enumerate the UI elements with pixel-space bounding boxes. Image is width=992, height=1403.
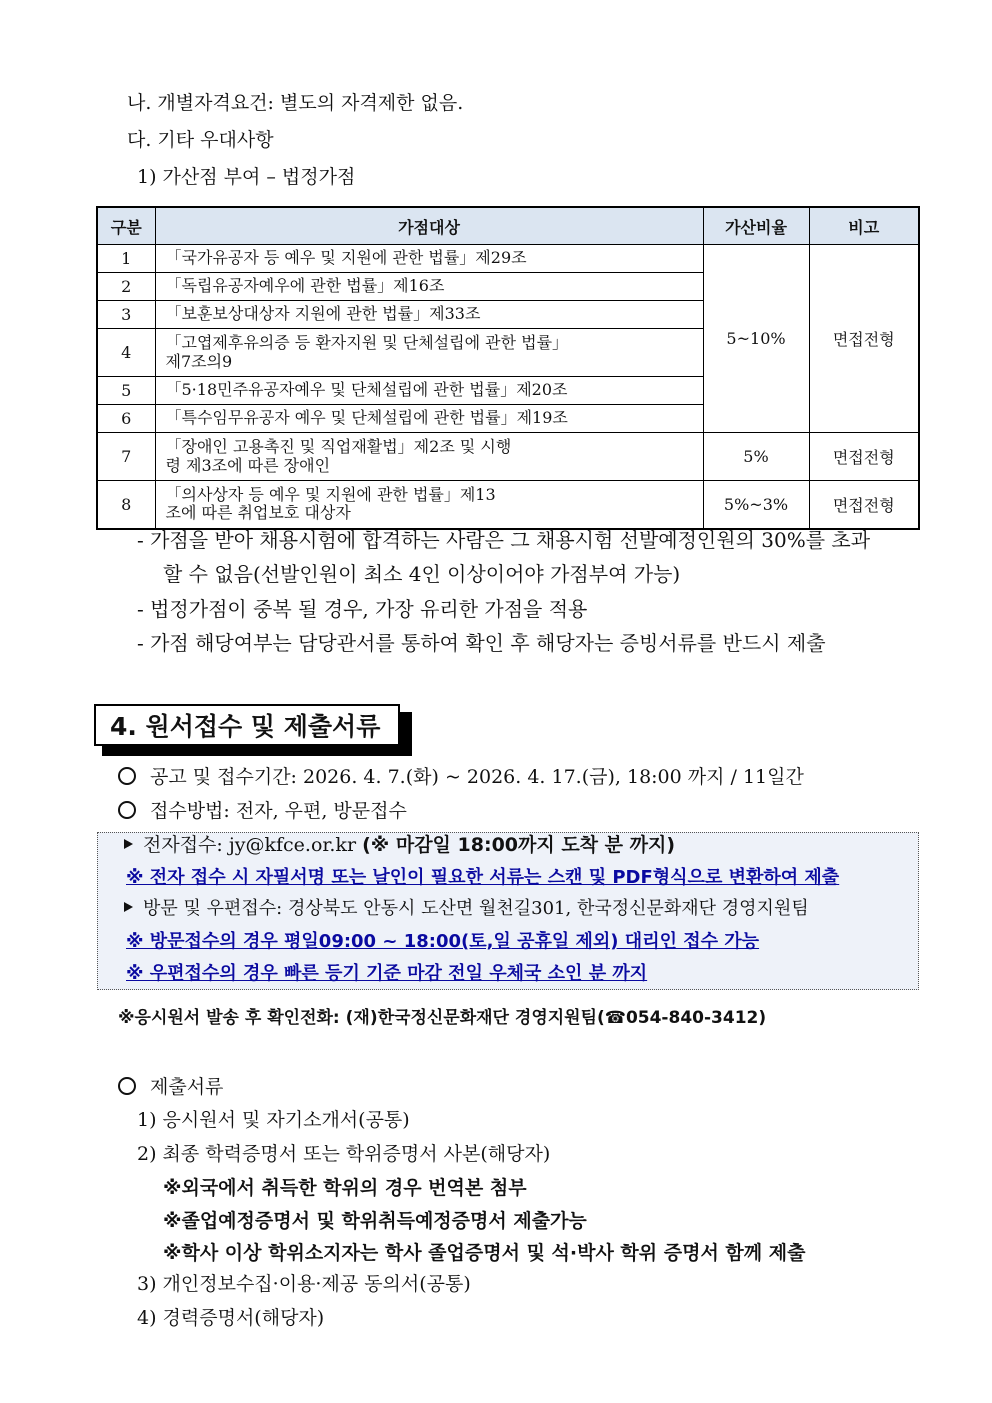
document-item: 2) 최종 학력증명서 또는 학위증명서 사본(해당자) — [137, 1143, 551, 1165]
col-header-rate: 가산비율 — [703, 207, 809, 245]
row-target: 「국가유공자 등 예우 및 지원에 관한 법률」제29조 — [155, 245, 703, 273]
other-preference-heading: 다. 기타 우대사항 — [127, 129, 274, 151]
document-item: 1) 응시원서 및 자기소개서(공통) — [137, 1109, 410, 1131]
row-number: 3 — [97, 301, 155, 329]
col-header-category: 구분 — [97, 207, 155, 245]
note-limit: - 가점을 받아 채용시험에 합격하는 사람은 그 채용시험 선발예정인원의 30%를 초과 — [137, 528, 871, 552]
group-note: 면접전형 — [809, 245, 919, 433]
application-method — [118, 800, 407, 823]
email-warning: ※ 전자 접수 시 자필서명 또는 날인이 필요한 서류는 스캔 및 PDF형식으로 변환하여 제출 — [126, 867, 840, 888]
document-subnote: ※외국에서 취득한 학위의 경우 번역본 첨부 — [163, 1177, 527, 1199]
row-target — [155, 329, 703, 377]
row-note: 면접전형 — [809, 433, 919, 481]
table-row — [97, 481, 919, 529]
row-target-line2: 령 제3조에 따른 장애인 — [165, 455, 331, 475]
row-number: 8 — [97, 481, 155, 529]
triangle-bullet-icon — [124, 839, 133, 849]
row-target: 「독립유공자예우에 관한 법률」제16조 — [155, 273, 703, 301]
document-subnote: ※졸업예정증명서 및 학위취득예정증명서 제출가능 — [163, 1210, 587, 1232]
section-4-title: 4. 원서접수 및 제출서류 — [94, 704, 400, 746]
note-limit-cont: 할 수 없음(선발인원이 최소 4인 이상이어야 가점부여 가능) — [163, 562, 681, 586]
group-rate: 5~10% — [703, 245, 809, 433]
confirm-call-note: ※응시원서 발송 후 확인전화: (재)한국정신문화재단 경영지원팀(☎054-840-3412) — [118, 1008, 767, 1028]
row-target: 「5·18민주유공자예우 및 단체설립에 관한 법률」제20조 — [155, 377, 703, 405]
row-target-line1: 「의사상자 등 예우 및 지원에 관한 법률」제13 — [165, 484, 496, 504]
row-target-line1: 「장애인 고용촉진 및 직업재활법」제2조 및 시행 — [165, 437, 512, 457]
document-item: 3) 개인정보수집·이용·제공 동의서(공통) — [137, 1273, 471, 1295]
documents-heading — [118, 1076, 223, 1099]
application-period-text: 공고 및 접수기간: 2026. 4. 7.(화) ~ 2026. 4. 17.(금), 18:00 까지 / 11일간 — [150, 766, 804, 788]
document-item: 4) 경력증명서(해당자) — [137, 1307, 325, 1329]
visit-warning: ※ 방문접수의 경우 평일09:00 ~ 18:00(토,일 공휴일 제외) 대리인 접수 가능 — [126, 931, 760, 952]
col-header-target: 가점대상 — [155, 207, 703, 245]
row-number: 1 — [97, 245, 155, 273]
row-target-line1: 「고엽제후유의증 등 환자지원 및 단체설립에 관한 법률」 — [165, 333, 569, 353]
mail-warning: ※ 우편접수의 경우 빠른 등기 기준 마감 전일 우체국 소인 분 까지 — [126, 963, 648, 984]
row-number: 7 — [97, 433, 155, 481]
row-target: 「보훈보상대상자 지원에 관한 법률」제33조 — [155, 301, 703, 329]
row-target: 「특수임무유공자 예우 및 단체설립에 관한 법률」제19조 — [155, 405, 703, 433]
row-target — [155, 481, 703, 529]
note-duplicate: - 법정가점이 중복 될 경우, 가장 유리한 가점을 적용 — [137, 597, 588, 621]
email-submission-line — [124, 834, 675, 857]
table-row — [97, 245, 919, 273]
row-number: 6 — [97, 405, 155, 433]
application-method-text: 접수방법: 전자, 우편, 방문접수 — [150, 800, 407, 822]
document-subnote: ※학사 이상 학위소지자는 학사 졸업증명서 및 석·박사 학위 증명서 함께 제출 — [163, 1242, 806, 1264]
bonus-points-heading: 1) 가산점 부여 – 법정가점 — [137, 166, 356, 188]
visit-mail-line — [124, 898, 809, 920]
note-evidence: - 가점 해당여부는 담당관서를 통하여 확인 후 해당자는 증빙서류를 반드시 제출 — [137, 631, 826, 655]
circle-bullet-icon — [118, 801, 136, 819]
row-note: 면접전형 — [809, 481, 919, 529]
application-period — [118, 766, 804, 789]
row-target-line2: 조에 따른 취업보호 대상자 — [165, 503, 351, 523]
bonus-points-table — [96, 206, 920, 530]
row-number: 2 — [97, 273, 155, 301]
visit-mail-address: 방문 및 우편접수: 경상북도 안동시 도산면 월천길301, 한국정신문화재단 경영지원팀 — [143, 898, 809, 919]
table-row — [97, 433, 919, 481]
circle-bullet-icon — [118, 767, 136, 785]
col-header-note: 비고 — [809, 207, 919, 245]
email-label: 전자접수: jy@kfce.or.kr — [143, 834, 357, 856]
documents-heading-text: 제출서류 — [150, 1076, 224, 1098]
row-rate: 5% — [703, 433, 809, 481]
row-target-line2: 제7조의9 — [165, 351, 233, 371]
email-deadline-note: (※ 마감일 18:00까지 도착 분 까지) — [362, 834, 676, 856]
row-rate: 5%~3% — [703, 481, 809, 529]
row-number: 5 — [97, 377, 155, 405]
row-target — [155, 433, 703, 481]
qualification-line: 나. 개별자격요건: 별도의 자격제한 없음. — [127, 92, 464, 114]
triangle-bullet-icon — [124, 902, 133, 912]
row-number: 4 — [97, 329, 155, 377]
circle-bullet-icon — [118, 1077, 136, 1095]
